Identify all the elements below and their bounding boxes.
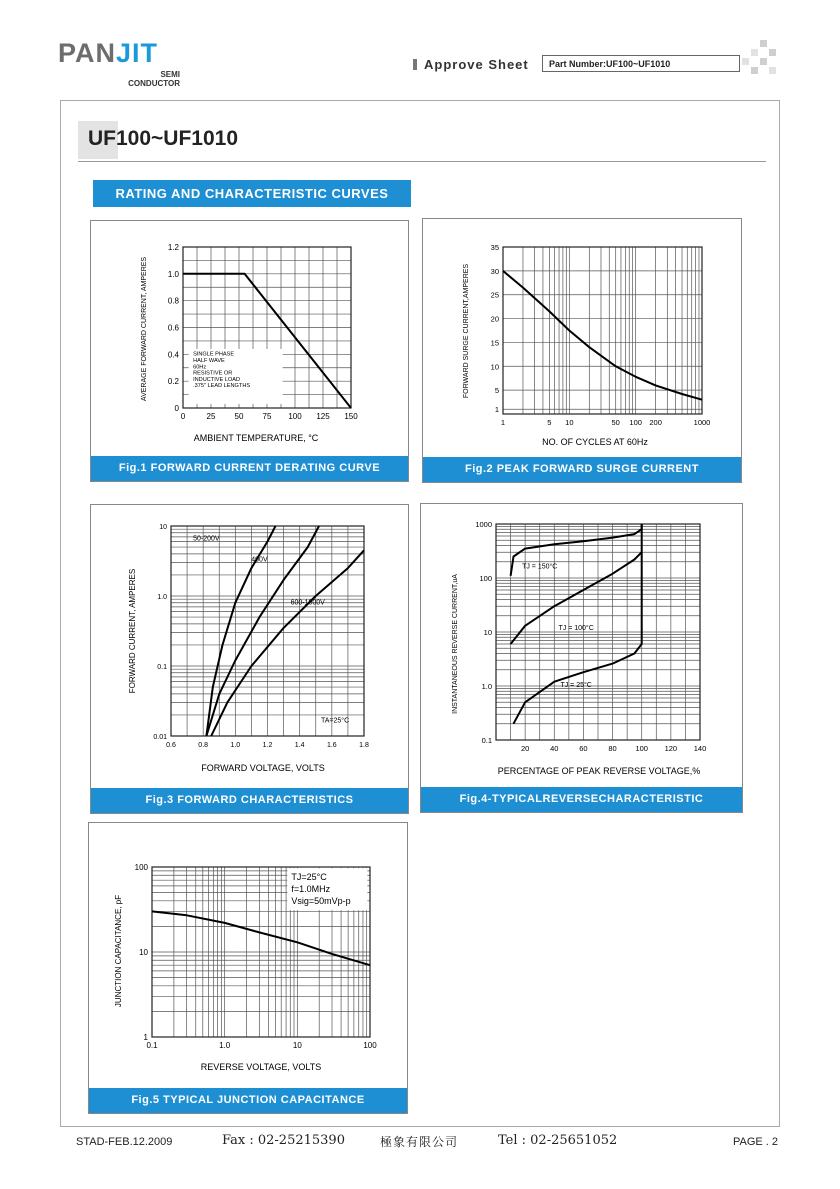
series-label: 600-1000V (290, 599, 325, 607)
note-text: TJ=25°C (291, 872, 327, 883)
y-tick-label: 1000 (475, 520, 492, 529)
y-axis-label: AVERAGE FORWARD CURRENT, AMPERES (141, 256, 148, 402)
y-tick-label: 25 (490, 290, 499, 300)
part-number-box: Part Number:UF100~UF1010 (542, 55, 740, 72)
logo-text-jit: JIT (116, 38, 159, 68)
x-axis-label: NO. OF CYCLES AT 60Hz (542, 437, 648, 447)
x-tick-label: 1000 (693, 418, 711, 427)
x-tick-label: 100 (635, 744, 648, 753)
y-tick-label: 20 (490, 314, 499, 324)
x-tick-label: 60 (579, 744, 588, 753)
y-tick-label: 1 (494, 405, 499, 415)
x-tick-label: 120 (664, 744, 678, 753)
x-tick-label: 10 (565, 418, 574, 427)
x-tick-label: 0.8 (198, 742, 209, 749)
figure-5-caption: Fig.5 TYPICAL JUNCTION CAPACITANCE (89, 1088, 407, 1113)
y-axis-label: FORWARD SURGE CURRENT,AMPERES (463, 263, 470, 399)
annotation-text: .375" LEAD LENGTHS (193, 383, 251, 390)
x-tick-label: 1.2 (262, 742, 273, 749)
annotation-text: HALF WAVE (193, 357, 225, 364)
title-marker (413, 59, 417, 70)
figure-2-caption: Fig.2 PEAK FORWARD SURGE CURRENT (423, 457, 741, 482)
x-tick-label: 75 (262, 412, 272, 421)
y-tick-label: 10 (139, 948, 148, 957)
x-tick-label: 200 (649, 418, 662, 427)
logo-sub-semi: SEMI (160, 70, 180, 79)
series-label: TJ = 100°C (558, 624, 594, 632)
y-tick-label: 0.01 (153, 734, 167, 741)
y-tick-label: 10 (159, 524, 167, 531)
y-tick-label: 10 (483, 628, 492, 637)
footer-doc-code: STAD-FEB.12.2009 (76, 1136, 173, 1148)
figure-1-chart (91, 221, 410, 483)
x-tick-label: 40 (550, 744, 559, 753)
figure-4-caption: Fig.4-TYPICALREVERSECHARACTERISTIC (421, 787, 742, 812)
figure-2-chart (423, 219, 743, 484)
figure-3-caption: Fig.3 FORWARD CHARACTERISTICS (91, 788, 408, 813)
y-tick-label: 1.0 (167, 269, 179, 279)
x-tick-label: 1.0 (219, 1041, 231, 1050)
x-tick-label: 1.8 (359, 742, 369, 749)
x-tick-label: 1.6 (326, 742, 337, 749)
y-tick-label: 100 (479, 574, 492, 583)
x-axis-label: REVERSE VOLTAGE, VOLTS (200, 1062, 322, 1072)
y-tick-label: 0.8 (167, 296, 179, 306)
x-tick-label: 1 (500, 418, 506, 427)
y-tick-label: 35 (490, 243, 499, 252)
surge-current-curve (503, 271, 702, 400)
annotation-text: INDUCTIVE LOAD (193, 376, 241, 383)
series-label: TJ = 25°C (560, 682, 592, 690)
y-tick-label: 0.1 (481, 736, 492, 745)
y-tick-label: 5 (494, 386, 499, 396)
y-tick-label: 1.0 (481, 682, 492, 691)
x-tick-label: 100 (288, 412, 302, 421)
x-tick-label: 100 (629, 418, 642, 427)
x-tick-label: 25 (206, 412, 216, 421)
footer-company: 極象有限公司 (380, 1135, 459, 1149)
y-tick-label: 30 (490, 266, 499, 276)
x-axis-label: PERCENTAGE OF PEAK REVERSE VOLTAGE,% (497, 766, 701, 776)
y-tick-label: 1.2 (167, 243, 179, 252)
annotation-text: 60Hz (193, 364, 207, 371)
forward-curve-3 (211, 550, 364, 736)
note-text: f=1.0MHz (291, 884, 331, 895)
document-title: UF100~UF1010 (88, 127, 239, 150)
footer-fax: Fax : 02-25215390 (222, 1133, 345, 1148)
figure-4-panel (420, 503, 743, 813)
decorative-squares (742, 40, 782, 80)
title-divider (78, 161, 766, 162)
section-banner: RATING AND CHARACTERISTIC CURVES (93, 180, 411, 207)
x-tick-label: 100 (363, 1041, 377, 1050)
annotation-text: SINGLE PHASE (193, 351, 235, 358)
note-text: Vsig=50mVp-p (291, 896, 351, 907)
x-tick-label: 10 (292, 1041, 302, 1050)
y-axis-label: INSTANTANEOUS REVERSE CURRENT,uA (452, 574, 459, 714)
x-tick-label: 80 (608, 744, 617, 753)
logo-sub-conductor: CONDUCTOR (128, 79, 180, 88)
y-tick-label: 0.6 (167, 323, 179, 333)
x-axis-label: AMBIENT TEMPERATURE, °C (193, 433, 319, 443)
sheet-title: Approve Sheet (424, 57, 529, 72)
x-tick-label: 5 (547, 418, 552, 427)
figure-2-panel (422, 218, 742, 483)
y-axis-label: JUNCTION CAPACITANCE, pF (114, 894, 123, 1008)
annotation-text: RESISTIVE OR (193, 370, 233, 377)
y-tick-label: 0 (174, 404, 179, 413)
figure-5-panel (88, 822, 408, 1114)
x-tick-label: 50 (611, 418, 620, 427)
plot-area-border (503, 247, 702, 414)
x-tick-label: 125 (316, 412, 330, 421)
y-tick-label: 15 (490, 338, 499, 348)
y-axis-label: FORWARD CURRENT, AMPERES (128, 568, 137, 694)
x-tick-label: 140 (693, 744, 707, 753)
footer-page-number: PAGE . 2 (733, 1136, 779, 1148)
x-tick-label: 1.4 (294, 742, 305, 749)
y-tick-label: 0.1 (157, 664, 167, 671)
x-tick-label: 0.6 (166, 742, 176, 749)
x-tick-label: 150 (344, 412, 358, 421)
x-tick-label: 0 (180, 412, 186, 421)
figure-4-chart (421, 504, 744, 814)
y-tick-label: 1.0 (157, 594, 167, 601)
x-tick-label: 0.1 (146, 1041, 158, 1050)
figure-5-chart (89, 823, 409, 1115)
figure-3-chart (91, 505, 410, 815)
panjit-logo (58, 38, 158, 69)
figure-1-caption: Fig.1 FORWARD CURRENT DERATING CURVE (91, 456, 408, 481)
temperature-note: TA=25°C (320, 717, 350, 725)
capacitance-curve (152, 911, 370, 965)
figure-1-panel (90, 220, 409, 482)
y-tick-label: 0.2 (167, 377, 179, 387)
series-label: 50-200V (193, 535, 220, 543)
x-tick-label: 20 (520, 744, 530, 753)
x-axis-label: FORWARD VOLTAGE, VOLTS (201, 763, 325, 773)
y-tick-label: 1 (143, 1033, 148, 1042)
figure-3-panel (90, 504, 409, 814)
x-tick-label: 1.0 (230, 742, 241, 749)
y-tick-label: 100 (134, 863, 148, 872)
logo-subtitle (124, 70, 180, 88)
y-tick-label: 10 (490, 362, 499, 372)
logo-text-pan: PAN (58, 38, 117, 68)
footer-tel: Tel : 02-25651052 (498, 1133, 618, 1148)
x-tick-label: 50 (234, 412, 244, 421)
series-label: TJ = 150°C (522, 563, 558, 571)
series-label: 400V (251, 556, 268, 564)
y-tick-label: 0.4 (167, 350, 179, 360)
